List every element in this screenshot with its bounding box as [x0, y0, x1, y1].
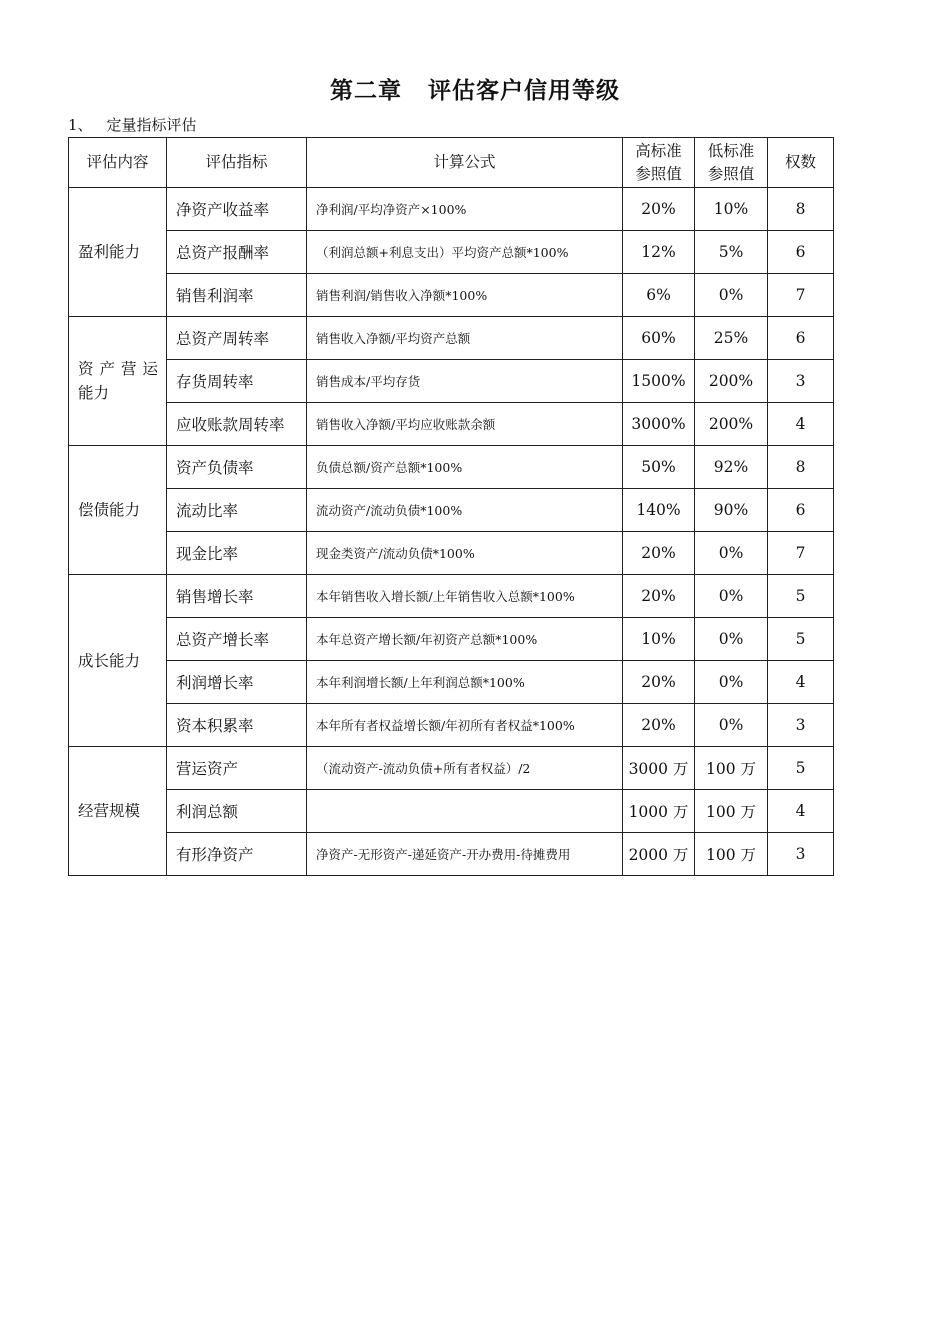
- formula-cell: 净利润/平均净资产×100%: [307, 188, 623, 231]
- table-row: [69, 532, 834, 575]
- category-cell: 经营规模: [69, 747, 167, 876]
- header-high-reference: [623, 138, 695, 188]
- table-row: [69, 360, 834, 403]
- formula-cell: 销售收入净额/平均应收账款余额: [307, 403, 623, 446]
- weight-cell: 8: [768, 446, 834, 489]
- formula-cell: 现金类资产/流动负债*100%: [307, 532, 623, 575]
- low-value-cell: 0%: [695, 575, 768, 618]
- weight-cell: 6: [768, 231, 834, 274]
- high-value-cell: 1500%: [623, 360, 695, 403]
- table-row: [69, 489, 834, 532]
- low-value-cell: 200%: [695, 403, 768, 446]
- low-value-cell: 10%: [695, 188, 768, 231]
- section-title: 定量指标评估: [106, 116, 197, 134]
- indicator-cell: 净资产收益率: [167, 188, 307, 231]
- low-value-cell: 100 万: [695, 790, 768, 833]
- category-cell: 成长能力: [69, 575, 167, 747]
- high-value-cell: 10%: [623, 618, 695, 661]
- indicator-cell: 资本积累率: [167, 704, 307, 747]
- high-value-cell: 50%: [623, 446, 695, 489]
- category-cell: 盈利能力: [69, 188, 167, 317]
- indicator-cell: 应收账款周转率: [167, 403, 307, 446]
- low-value-cell: 100 万: [695, 747, 768, 790]
- weight-cell: 5: [768, 575, 834, 618]
- high-value-cell: 3000%: [623, 403, 695, 446]
- low-value-cell: 0%: [695, 274, 768, 317]
- table-row: [69, 575, 834, 618]
- formula-cell: 本年销售收入增长额/上年销售收入总额*100%: [307, 575, 623, 618]
- indicator-cell: 总资产报酬率: [167, 231, 307, 274]
- credit-rating-table: [68, 137, 834, 876]
- formula-cell: 销售利润/销售收入净额*100%: [307, 274, 623, 317]
- formula-cell: （流动资产-流动负债+所有者权益）/2: [307, 747, 623, 790]
- table-row: [69, 446, 834, 489]
- header-low-reference: [695, 138, 768, 188]
- low-value-cell: 0%: [695, 618, 768, 661]
- indicator-cell: 流动比率: [167, 489, 307, 532]
- low-value-cell: 0%: [695, 532, 768, 575]
- header-weight: 权数: [768, 138, 834, 188]
- weight-cell: 4: [768, 661, 834, 704]
- category-line1: 资 产 营 运: [78, 360, 158, 378]
- header-category: 评估内容: [69, 138, 167, 188]
- formula-cell: [307, 790, 623, 833]
- high-value-cell: 20%: [623, 704, 695, 747]
- page-title: [0, 72, 950, 105]
- high-value-cell: 20%: [623, 575, 695, 618]
- low-value-cell: 100 万: [695, 833, 768, 876]
- table-header-row: [69, 138, 834, 188]
- table-row: [69, 403, 834, 446]
- indicator-cell: 存货周转率: [167, 360, 307, 403]
- weight-cell: 3: [768, 360, 834, 403]
- indicator-cell: 总资产增长率: [167, 618, 307, 661]
- header-low-line2: 参照值: [707, 164, 755, 183]
- weight-cell: 7: [768, 274, 834, 317]
- header-high-line2: 参照值: [635, 164, 682, 183]
- high-value-cell: 3000 万: [623, 747, 695, 790]
- formula-cell: 负债总额/资产总额*100%: [307, 446, 623, 489]
- indicator-cell: 销售增长率: [167, 575, 307, 618]
- high-value-cell: 20%: [623, 188, 695, 231]
- chapter-number: 第二章: [330, 77, 402, 104]
- table-row: [69, 790, 834, 833]
- weight-cell: 6: [768, 317, 834, 360]
- low-value-cell: 200%: [695, 360, 768, 403]
- weight-cell: 3: [768, 704, 834, 747]
- weight-cell: 4: [768, 790, 834, 833]
- indicator-cell: 利润增长率: [167, 661, 307, 704]
- weight-cell: 7: [768, 532, 834, 575]
- high-value-cell: 20%: [623, 661, 695, 704]
- formula-cell: 本年总资产增长额/年初资产总额*100%: [307, 618, 623, 661]
- formula-cell: 流动资产/流动负债*100%: [307, 489, 623, 532]
- indicator-cell: 资产负债率: [167, 446, 307, 489]
- indicator-cell: 营运资产: [167, 747, 307, 790]
- chapter-title: 评估客户信用等级: [428, 77, 620, 104]
- high-value-cell: 12%: [623, 231, 695, 274]
- indicator-cell: 现金比率: [167, 532, 307, 575]
- high-value-cell: 140%: [623, 489, 695, 532]
- header-high-line1: 高标准: [635, 141, 682, 160]
- weight-cell: 5: [768, 618, 834, 661]
- formula-cell: 净资产-无形资产-递延资产-开办费用-待摊费用: [307, 833, 623, 876]
- header-formula: 计算公式: [307, 138, 623, 188]
- low-value-cell: 0%: [695, 704, 768, 747]
- weight-cell: 3: [768, 833, 834, 876]
- table-row: [69, 661, 834, 704]
- low-value-cell: 25%: [695, 317, 768, 360]
- high-value-cell: 20%: [623, 532, 695, 575]
- formula-cell: 销售收入净额/平均资产总额: [307, 317, 623, 360]
- high-value-cell: 1000 万: [623, 790, 695, 833]
- high-value-cell: 6%: [623, 274, 695, 317]
- weight-cell: 8: [768, 188, 834, 231]
- weight-cell: 6: [768, 489, 834, 532]
- category-cell: 偿债能力: [69, 446, 167, 575]
- low-value-cell: 5%: [695, 231, 768, 274]
- low-value-cell: 92%: [695, 446, 768, 489]
- high-value-cell: 2000 万: [623, 833, 695, 876]
- table-row: [69, 618, 834, 661]
- low-value-cell: 90%: [695, 489, 768, 532]
- table-row: [69, 833, 834, 876]
- category-cell: [69, 317, 167, 446]
- formula-cell: 销售成本/平均存货: [307, 360, 623, 403]
- header-indicator: 评估指标: [167, 138, 307, 188]
- table-row: [69, 188, 834, 231]
- formula-cell: 本年利润增长额/上年利润总额*100%: [307, 661, 623, 704]
- table-row: [69, 317, 834, 360]
- low-value-cell: 0%: [695, 661, 768, 704]
- high-value-cell: 60%: [623, 317, 695, 360]
- table-row: [69, 231, 834, 274]
- formula-cell: 本年所有者权益增长额/年初所有者权益*100%: [307, 704, 623, 747]
- indicator-cell: 利润总额: [167, 790, 307, 833]
- section-number: 1、: [68, 116, 93, 134]
- indicator-cell: 销售利润率: [167, 274, 307, 317]
- formula-cell: （利润总额+利息支出）平均资产总额*100%: [307, 231, 623, 274]
- table-row: [69, 274, 834, 317]
- indicator-cell: 有形净资产: [167, 833, 307, 876]
- table-row: [69, 704, 834, 747]
- header-low-line1: 低标准: [707, 141, 755, 160]
- indicator-cell: 总资产周转率: [167, 317, 307, 360]
- weight-cell: 4: [768, 403, 834, 446]
- section-heading: [68, 114, 197, 135]
- table-row: [69, 747, 834, 790]
- weight-cell: 5: [768, 747, 834, 790]
- category-line2: 能力: [78, 384, 110, 402]
